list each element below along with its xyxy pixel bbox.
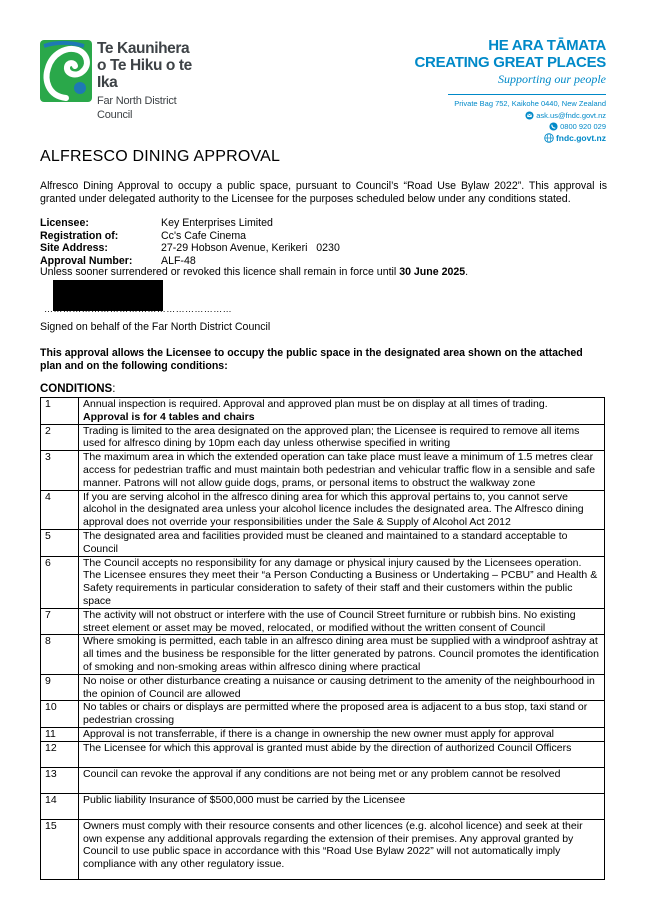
condition-text: Approval is not transferrable, if there is a change in ownership the new owner must apply for approval — [79, 727, 605, 741]
condition-number: 5 — [41, 529, 79, 556]
validity-statement: Unless sooner surrendered or revoked this licence shall remain in force until 30 June 2025. — [40, 266, 469, 278]
brand-divider — [448, 94, 606, 95]
council-logo-text — [97, 40, 210, 122]
condition-text: Where smoking is permitted, each table in an alfresco dining area must be supplied with a windproof ashtray at all times and the business be responsible for the litter generated by patrons. Council promotes the identification of smoking and non-smoking areas within alfresco dining where practical — [79, 635, 605, 674]
condition-row — [41, 556, 605, 608]
condition-text: The activity will not obstruct or interfere with the use of Council Street furniture or rubbish bins. No existing street element or asset may be moved, relocated, or modified without the written consent of Council — [79, 608, 605, 635]
condition-number: 12 — [41, 741, 79, 767]
condition-row — [41, 608, 605, 635]
condition-number: 15 — [41, 819, 79, 879]
condition-row — [41, 529, 605, 556]
condition-row — [41, 398, 605, 425]
detail-licensee: Licensee: Key Enterprises Limited — [40, 217, 273, 229]
contact-email[interactable]: ask.us@fndc.govt.nz — [454, 110, 606, 122]
email-icon — [525, 111, 534, 120]
condition-text: Council can revoke the approval if any conditions are not being met or any problem cannot be resolved — [79, 767, 605, 793]
contact-address: Private Bag 752, Kaikohe 0440, New Zealand — [454, 99, 606, 108]
condition-row — [41, 701, 605, 728]
condition-text: No tables or chairs or displays are permitted where the proposed area is adjacent to a bus stop, taxi stand or pedestrian crossing — [79, 701, 605, 728]
condition-row — [41, 727, 605, 741]
condition-row — [41, 767, 605, 793]
brand-line-1: HE ARA TĀMATA — [488, 37, 606, 54]
condition-number: 10 — [41, 701, 79, 728]
licence-details — [40, 217, 340, 267]
detail-registration: Registration of: Cc's Cafe Cinema — [40, 229, 247, 242]
condition-number: 8 — [41, 635, 79, 674]
koru-logo-icon — [40, 40, 92, 102]
validity-date: 30 June 2025 — [399, 266, 466, 278]
condition-number: 9 — [41, 674, 79, 701]
globe-icon — [544, 133, 554, 143]
phone-icon — [549, 122, 558, 131]
condition-number: 2 — [41, 424, 79, 451]
condition-row — [41, 741, 605, 767]
condition-row — [41, 490, 605, 529]
condition-text: Public liability Insurance of $500,000 must be carried by the Licensee — [79, 793, 605, 819]
contact-block — [454, 98, 606, 144]
brand-line-2: CREATING GREAT PLACES — [414, 54, 606, 71]
logo-line-1: Te Kaunihera — [97, 40, 190, 57]
condition-emphasis: Approval is for 4 tables and chairs — [83, 410, 255, 423]
condition-text: If you are serving alcohol in the alfresco dining area for which this approval pertains to, you cannot serve alcohol in the designated area unless your alcohol licence includes the designated area. The Alfresco dining approval does not override your responsibilities under the Sale & Supply of Alcohol Act 2012 — [79, 490, 605, 529]
condition-number: 14 — [41, 793, 79, 819]
condition-row — [41, 674, 605, 701]
detail-approval-number: Approval Number: ALF-48 — [40, 254, 196, 267]
condition-number: 4 — [41, 490, 79, 529]
condition-row — [41, 451, 605, 490]
condition-text: The designated area and facilities provided must be cleaned and maintained to a standard acceptable to Council — [79, 529, 605, 556]
condition-row — [41, 635, 605, 674]
condition-number: 7 — [41, 608, 79, 635]
contact-phone[interactable]: 0800 920 029 — [454, 121, 606, 133]
condition-number: 6 — [41, 556, 79, 608]
condition-text: The maximum area in which the extended operation can take place must leave a minimum of 1.5 metres clear access for pedestrian traffic and must maintain both pedestrian and vehicular traffic flow in a sensible and safe manner. Patrons will not allow guide dogs, prams, or personal items to obstruct the walkway zone — [79, 451, 605, 490]
contact-website[interactable]: fndc.govt.nz — [454, 133, 606, 145]
condition-number: 13 — [41, 767, 79, 793]
intro-paragraph: Alfresco Dining Approval to occupy a public space, pursuant to Council’s “Road Use Bylaw 2022”. This approval is granted under delegated authority to the Licensee for the purposes scheduled below under any conditions stated. — [40, 180, 607, 205]
signature-line: …………………………………………………… — [44, 304, 232, 314]
brand-line-3: Supporting our people — [498, 72, 606, 86]
condition-number: 1 — [41, 398, 79, 425]
condition-row — [41, 424, 605, 451]
condition-text: No noise or other disturbance creating a nuisance or causing detriment to the amenity of the neighbourhood in the opinion of Council are allowed — [79, 674, 605, 701]
condition-number: 11 — [41, 727, 79, 741]
logo-line-3: Far North District Council — [97, 95, 177, 121]
conditions-heading: CONDITIONS: — [40, 383, 116, 395]
logo-line-2: o Te Hiku o te Ika — [97, 57, 192, 91]
condition-row — [41, 793, 605, 819]
detail-site-address: Site Address: 27-29 Hobson Avenue, Kerikeri 0230 — [40, 242, 340, 255]
document-title: ALFRESCO DINING APPROVAL — [40, 148, 281, 165]
condition-row — [41, 819, 605, 879]
approval-scope: This approval allows the Licensee to occupy the public space in the designated area shown on the attached plan and on the following conditions: — [40, 347, 583, 372]
condition-text: Owners must comply with their resource consents and other licences (e.g. alcohol licence) and seek at their own expense any additional approvals regarding the extension of their premises. Any approval granted by Council to use public space in accordance with this “Road Use Bylaw 2022” will not automatically imply compliance with any other regulatory issue. — [79, 819, 605, 879]
conditions-table — [40, 397, 605, 880]
signed-by: Signed on behalf of the Far North District Council — [40, 321, 271, 333]
condition-text: The Licensee for which this approval is granted must abide by the direction of authorized Council Officers — [79, 741, 605, 767]
condition-number: 3 — [41, 451, 79, 490]
condition-text: Annual inspection is required. Approval and approved plan must be on display at all times of trading. Approval is for 4 tables and chairs — [79, 398, 605, 425]
council-logo — [40, 40, 210, 121]
condition-text: Trading is limited to the area designated on the approved plan; the Licensee is required to remove all items used for alfresco dining by 10pm each day unless otherwise specified in writing — [79, 424, 605, 451]
condition-text: The Council accepts no responsibility for any damage or physical injury caused by the Licensees operation. The Licensee ensures they meet their “a Person Conducting a Business or Undertaking – PCBU” and Health & Safety requirements in particular consideration to safety of their staff and their customers within the public space — [79, 556, 605, 608]
brand-block — [415, 37, 606, 87]
